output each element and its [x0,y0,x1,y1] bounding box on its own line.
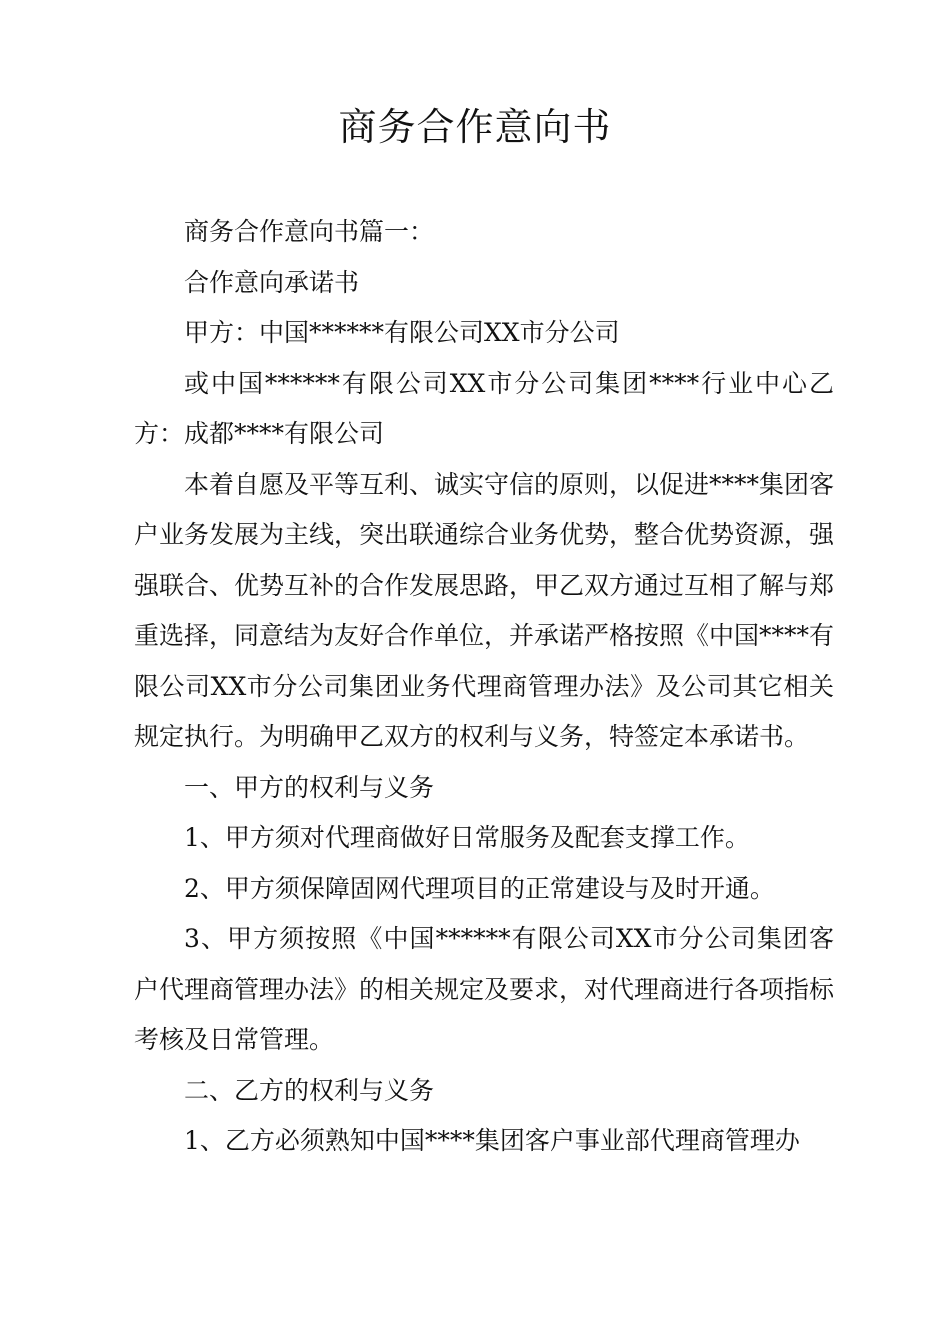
document-body [134,207,834,1167]
paragraph-heading-party-b-rights: 二、乙方的权利与义务 [184,1075,435,1105]
paragraph-party-a: 甲方：中国******有限公司XX市分公司 [184,318,620,347]
paragraph-party-b: 或中国******有限公司XX市分公司集团****行业中心乙方：成都****有限公司 [134,368,834,448]
paragraph-clause-a2: 2、甲方须保障固网代理项目的正常建设与及时开通。 [184,873,775,903]
paragraph-preamble: 本着自愿及平等互利、诚实守信的原则，以促进****集团客户业务发展为主线，突出联通综合业务优势，整合优势资源，强强联合、优势互补的合作发展思路，甲乙双方通过互相了解与郑重选择，同意结为友好合作单位，并承诺严格按照《中国****有限公司XX市分公司集团业务代理商管理办法》及公司其它相关规定执行。为明确甲乙双方的权利与义务，特签定本承诺书。 [134,469,835,751]
paragraph-clause-b1: 1、乙方必须熟知中国****集团客户事业部代理商管理办 [184,1126,800,1155]
paragraph-clause-a3: 3、甲方须按照《中国******有限公司XX市分公司集团客户代理商管理办法》的相关规定及要求，对代理商进行各项指标考核及日常管理。 [134,924,835,1054]
paragraph-clause-a1: 1、甲方须对代理商做好日常服务及配套支撑工作。 [184,823,750,852]
paragraph-section-heading: 商务合作意向书篇一： [184,217,435,246]
paragraph-subtitle: 合作意向承诺书 [184,267,360,297]
document-title: 商务合作意向书 [338,105,612,149]
paragraph-heading-party-a-rights: 一、甲方的权利与义务 [184,772,435,802]
